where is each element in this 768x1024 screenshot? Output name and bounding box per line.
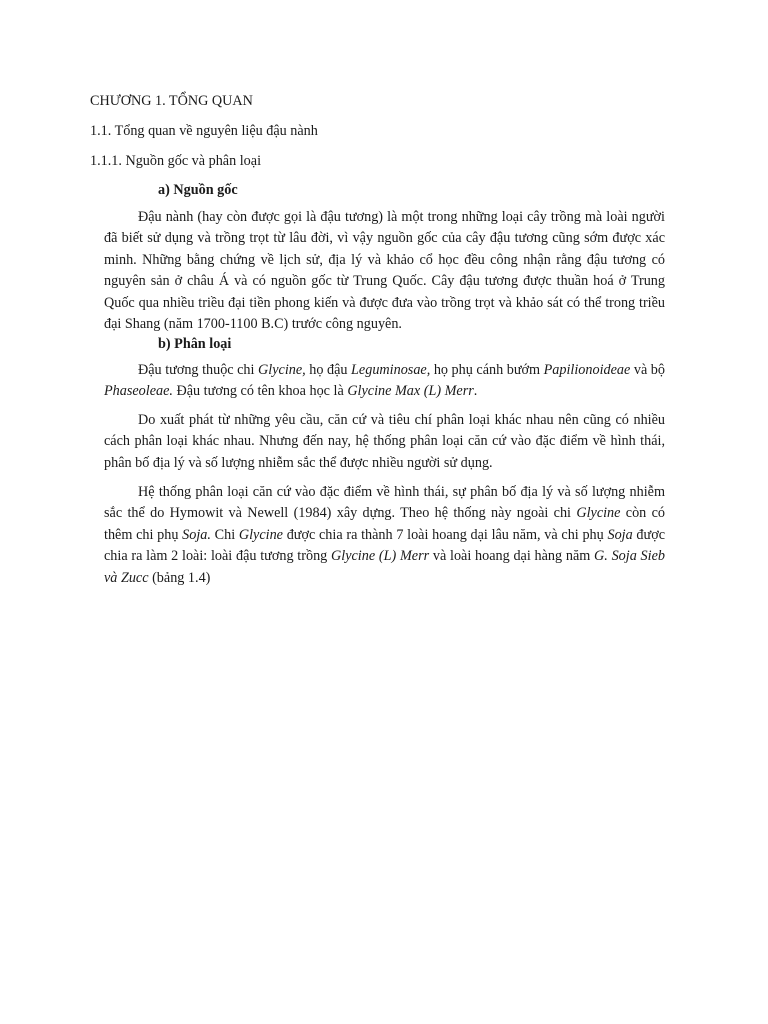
system-subgenus-soja: Soja. <box>182 526 211 543</box>
taxonomy-text-1: Đậu tương thuộc chi <box>138 362 259 378</box>
system-genus-glycine: Glycine <box>576 505 621 522</box>
taxonomy-text-4: và bộ <box>630 362 665 378</box>
section-heading-1-1: 1.1. Tổng quan về nguyên liệu đậu nành <box>90 123 318 139</box>
system-paragraph <box>104 482 665 589</box>
taxonomy-family: Leguminosae, <box>351 362 431 378</box>
system-genus-glycine-2: Glycine <box>238 526 283 543</box>
system-text-1: Hệ thống phân loại căn cứ vào đặc điểm về hình thái, sự phân bố địa lý và số lượng nhiễm sắc thể do Hymowit và Newell (1984) xây dựng. Theo hệ thống này ngoài chi <box>104 484 665 522</box>
taxonomy-scientific-name: Glycine Max (L) Merr <box>347 383 474 400</box>
system-text-3: Chi <box>210 526 239 543</box>
subheading-classification: b) Phân loại <box>158 336 232 352</box>
system-species-cultivated: Glycine (L) Merr <box>331 548 430 565</box>
taxonomy-text-6: . <box>473 383 478 400</box>
system-text-6: và loài hoang dại hàng năm <box>429 548 595 565</box>
subheading-origin: a) Nguồn gốc <box>158 182 238 198</box>
system-text-4: được chia ra thành 7 loài hoang dại lâu năm, và chi phụ <box>282 526 608 543</box>
origin-paragraph: Đậu nành (hay còn được gọi là đậu tương) là một trong những loại cây trồng mà loài người đã biết sử dụng và trồng trọt từ lâu đời, vì vậy nguồn gốc của cây đậu tương cũng sớm được xác minh. Những bằng chứng về lịch sử, địa lý và khảo cổ học đều công nhận rằng đậu tương có nguyên sản ở châu Á và có nguồn gốc từ Trung Quốc. Cây đậu tương được thuần hoá ở Trung Quốc qua nhiều triều đại tiền phong kiến và được đưa vào trồng trọt và khảo sát có thể trong triều đại Shang (năm 1700-1100 B.C) trước công nguyên. <box>104 209 665 333</box>
taxonomy-paragraph <box>104 360 665 403</box>
system-text-7: (bảng 1.4) <box>148 569 211 586</box>
system-text-5: được chia ra làm 2 loài: loài đậu tương trồng <box>104 526 666 565</box>
taxonomy-text-3: họ phụ cánh bướm <box>430 362 544 378</box>
taxonomy-subfamily: Papilionoideae <box>543 362 631 378</box>
chapter-title: CHƯƠNG 1. TỔNG QUAN <box>90 93 253 109</box>
taxonomy-text-5: Đậu tương có tên khoa học là <box>172 383 348 400</box>
system-subgenus-soja-2: Soja <box>607 526 633 543</box>
system-species-wild: G. Soja Sieb và Zucc <box>104 548 665 586</box>
section-heading-1-1-1: 1.1.1. Nguồn gốc và phân loại <box>90 153 262 169</box>
taxonomy-text-2: họ đậu <box>305 362 352 378</box>
taxonomy-order: Phaseoleae. <box>104 383 173 400</box>
taxonomy-genus: Glycine, <box>258 362 306 378</box>
classification-paragraph: Do xuất phát từ những yêu cầu, căn cứ và tiêu chí phân loại khác nhau nên cũng có nhiều cách phân loại khác nhau. Nhưng đến nay, hệ thống phân loại căn cứ vào đặc điểm về hình thái, phân bố địa lý và số lượng nhiễm sắc thể được nhiều người sử dụng. <box>104 412 665 471</box>
system-text-2: còn có thêm chi phụ <box>104 505 665 543</box>
